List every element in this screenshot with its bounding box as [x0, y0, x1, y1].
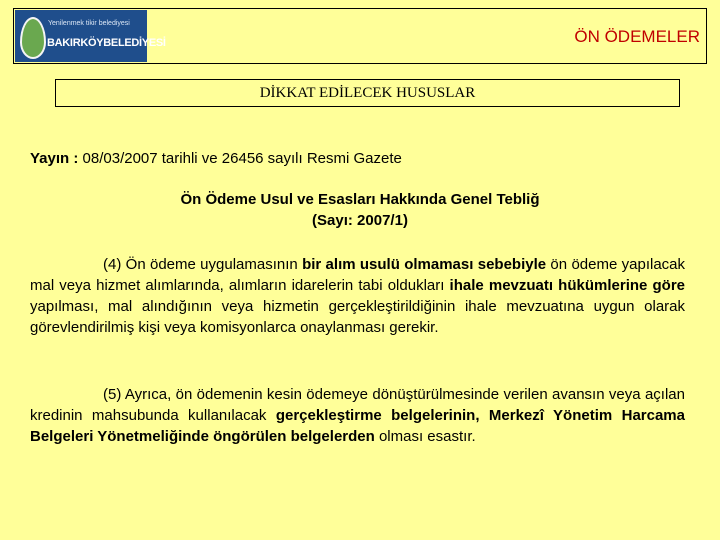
publication-label: Yayın :: [30, 150, 79, 167]
paragraph-5: [30, 384, 685, 447]
para4-bold-2: ihale mevzuatı hükümlerine göre: [449, 277, 685, 294]
logo-brand-text: BAKIRKÖYBELEDİYESİ: [47, 37, 166, 49]
para4-bold-1: bir alım usulü olmaması sebebiyle: [302, 256, 547, 273]
para4-text-1: (4) Ön ödeme uygulamasının: [103, 256, 303, 273]
para4-text-3: yapılması, mal alındığının veya hizmetin gerçekleştirildiğinin ihale mevzuatına uygun olarak görevlendirilmiş kişi veya komisyonlarca onaylanması gerekir.: [30, 298, 685, 336]
leaf-emblem-icon: [20, 17, 46, 59]
communique-number: (Sayı: 2007/1): [312, 212, 408, 229]
paragraph-4: [30, 254, 685, 338]
notice-heading: DİKKAT EDİLECEK HUSUSLAR: [259, 85, 476, 101]
publication-text: 08/03/2007 tarihli ve 26456 sayılı Resmi Gazete: [78, 150, 402, 167]
para5-text-1: (5) Ayrıca, ön ödemenin kesin ödemeye dönüştürülmesinde verilen avansın veya açılan kredinin mahsubunda kullanılacak: [30, 386, 685, 424]
para5-bold-1: gerçekleştirme belgelerinin, Merkezî Yönetim Harcama Belgeleri Yönetmeliğinde öngörülen belgelerden: [30, 407, 685, 445]
para5-text-2: olması esastır.: [374, 428, 476, 445]
header-banner: [13, 8, 707, 64]
logo-slogan: Yenilenmek tikir belediyesi: [48, 20, 130, 27]
notice-box: [55, 79, 680, 107]
publication-line: [30, 150, 402, 167]
communique-title: Ön Ödeme Usul ve Esasları Hakkında Genel Tebliğ: [180, 191, 540, 208]
page-title: ÖN ÖDEMELER: [574, 27, 700, 46]
para4-text-2: ön ödeme yapılacak mal veya hizmet alımlarında, alımların idarelerin tabi oldukları: [30, 256, 685, 294]
bakirkoy-logo: [15, 10, 166, 62]
